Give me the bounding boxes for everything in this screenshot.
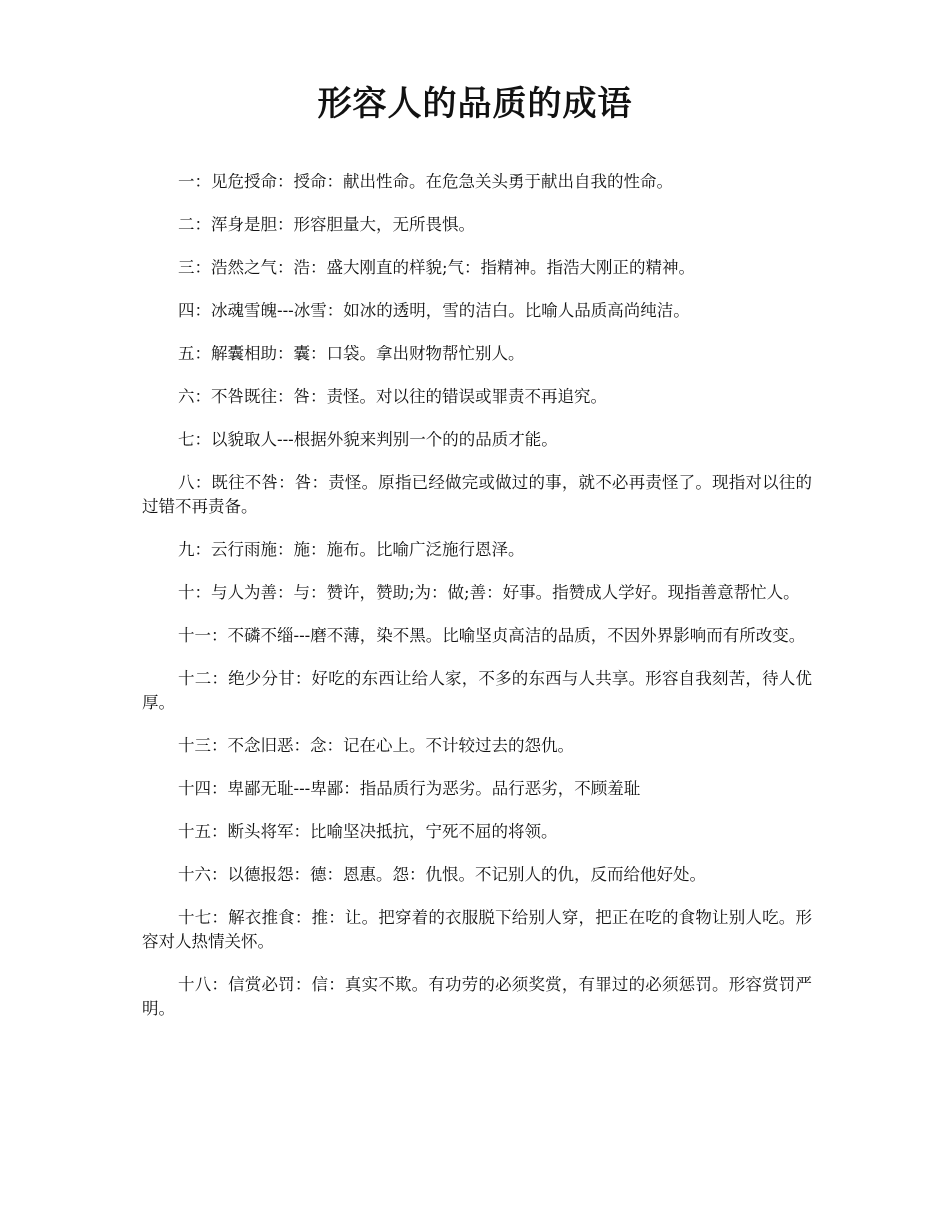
idiom-paragraph-5: 五：解囊相助：囊：口袋。拿出财物帮忙别人。 [178,344,525,363]
idiom-paragraph-11: 十一：不磷不缁---磨不薄，染不黑。比喻坚贞高洁的品质，不因外界影响而有所改变。 [178,626,806,645]
idiom-paragraph-17: 十七：解衣推食：推：让。把穿着的衣服脱下给别人穿，把正在吃的食物让别人吃。形容对人热情关怀。 [142,908,812,951]
idiom-paragraph-18: 十八：信赏必罚：信：真实不欺。有功劳的必须奖赏，有罪过的必须惩罚。形容赏罚严明。 [142,975,812,1018]
document-body [142,170,812,1040]
idiom-paragraph-14: 十四：卑鄙无耻---卑鄙：指品质行为恶劣。品行恶劣，不顾羞耻 [178,779,641,798]
idiom-paragraph-9: 九：云行雨施：施：施布。比喻广泛施行恩泽。 [178,540,525,559]
idiom-paragraph-16: 十六：以德报怨：德：恩惠。怨：仇恨。不记别人的仇，反而给他好处。 [178,865,706,884]
idiom-paragraph-6: 六：不咎既往：咎：责怪。对以往的错误或罪责不再追究。 [178,387,607,406]
idiom-paragraph-4: 四：冰魂雪魄---冰雪：如冰的透明，雪的洁白。比喻人品质高尚纯洁。 [178,301,690,320]
document-title: 形容人的品质的成语 [317,84,633,124]
idiom-paragraph-12: 十二：绝少分甘：好吃的东西让给人家，不多的东西与人共享。形容自我刻苦，待人优厚。 [142,669,812,712]
idiom-paragraph-3: 三：浩然之气：浩：盛大刚直的样貌;气：指精神。指浩大刚正的精神。 [178,258,696,277]
idiom-paragraph-1: 一：见危授命：授命：献出性命。在危急关头勇于献出自我的性命。 [178,172,673,191]
idiom-paragraph-7: 七：以貌取人---根据外貌来判别一个的的品质才能。 [178,430,558,449]
idiom-paragraph-2: 二：浑身是胆：形容胆量大，无所畏惧。 [178,215,475,234]
idiom-paragraph-8: 八：既往不咎：咎：责怪。原指已经做完或做过的事，就不必再责怪了。现指对以往的过错不再责备。 [142,473,812,516]
idiom-paragraph-10: 十：与人为善：与：赞许，赞助;为：做;善：好事。指赞成人学好。现指善意帮忙人。 [178,583,800,602]
idiom-paragraph-15: 十五：断头将军：比喻坚决抵抗，宁死不屈的将领。 [178,822,558,841]
idiom-paragraph-13: 十三：不念旧恶：念：记在心上。不计较过去的怨仇。 [178,736,574,755]
